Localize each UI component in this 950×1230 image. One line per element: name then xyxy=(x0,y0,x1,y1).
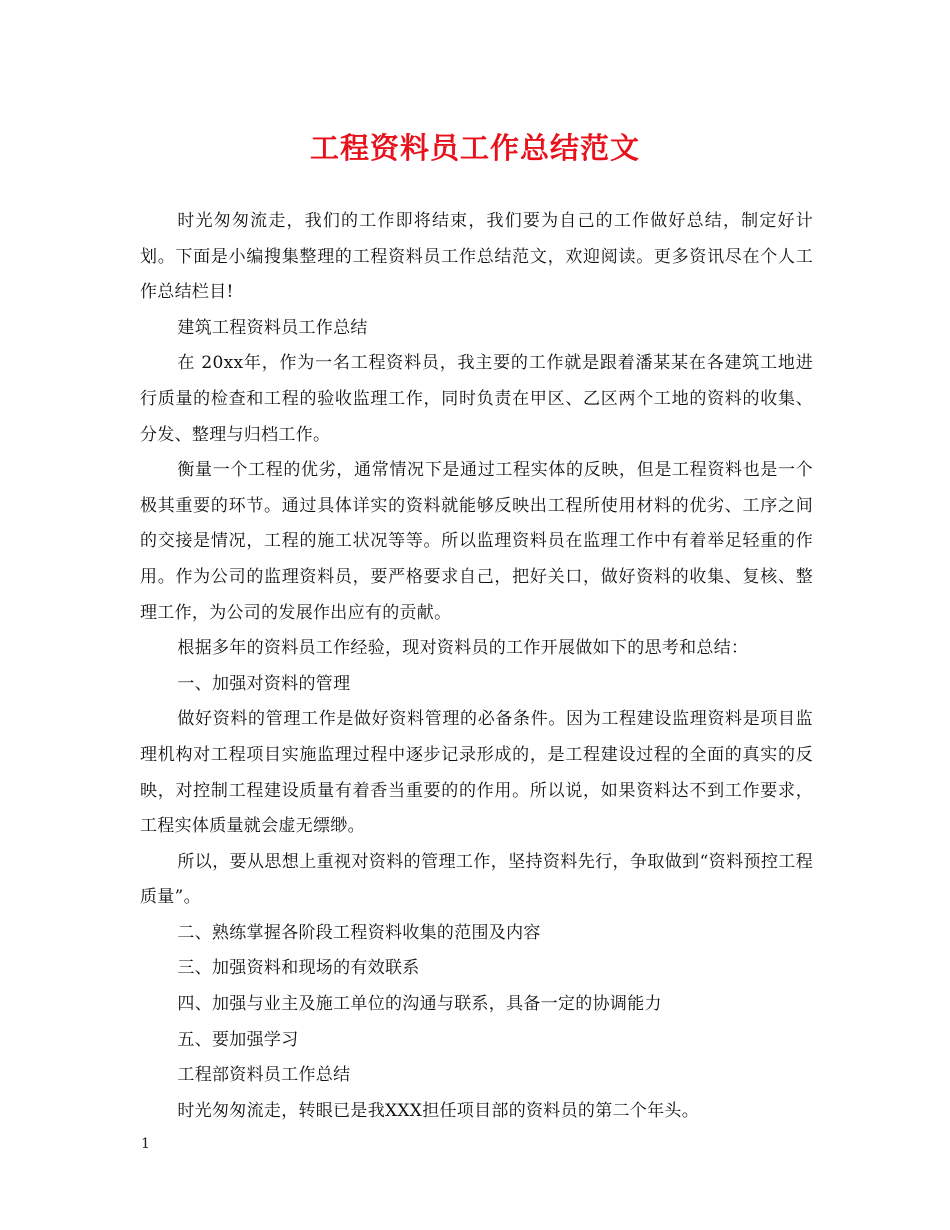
list-heading: 一、加强对资料的管理 xyxy=(177,673,351,694)
paragraph: 根据多年的资料员工作经验，现对资料员的工作开展做如下的思考和总结： xyxy=(177,638,749,659)
list-heading: 四、加强与业主及施工单位的沟通与联系，具备一定的协调能力 xyxy=(177,994,662,1015)
list-heading: 三、加强资料和现场的有效联系 xyxy=(177,958,420,979)
section-heading: 建筑工程资料员工作总结 xyxy=(177,317,368,338)
list-heading: 五、要加强学习 xyxy=(177,1029,299,1050)
paragraph-intro: 时光匆匆流走，我们的工作即将结束，我们要为自己的工作做好总结，制定好计划。下面是小编搜集整理的工程资料员工作总结范文，欢迎阅读。更多资讯尽在个人工作总结栏目! xyxy=(140,211,813,303)
paragraph: 所以，要从思想上重视对资料的管理工作，坚持资料先行，争取做到“资料预控工程质量”。 xyxy=(140,851,813,908)
page-number: 1 xyxy=(141,1136,150,1152)
paragraph: 衡量一个工程的优劣，通常情况下是通过工程实体的反映，但是工程资料也是一个极其重要的环节。通过具体详实的资料就能够反映出工程所使用材料的优劣、工序之间的交接是情况，工程的施工状况等等。所以监理资料员在监理工作中有着举足轻重的作用。作为公司的监理资料员，要严格要求自己，把好关口，做好资料的收集、复核、整理工作，为公司的发展作出应有的贡献。 xyxy=(140,460,813,623)
list-heading: 二、熟练掌握各阶段工程资料收集的范围及内容 xyxy=(177,922,541,943)
paragraph: 在 20xx年，作为一名工程资料员，我主要的工作就是跟着潘某某在各建筑工地进行质量的检查和工程的验收监理工作，同时负责在甲区、乙区两个工地的资料的收集、分发、整理与归档工作。 xyxy=(140,353,813,445)
document-body xyxy=(140,204,813,1129)
document-title: 工程资料员工作总结范文 xyxy=(309,131,640,165)
paragraph: 时光匆匆流走，转眼已是我XXX担任项目部的资料员的第二个年头。 xyxy=(177,1100,699,1121)
paragraph: 做好资料的管理工作是做好资料管理的必备条件。因为工程建设监理资料是项目监理机构对工程项目实施监理过程中逐步记录形成的，是工程建设过程的全面的真实的反映，对控制工程建设质量有着香当重要的的作用。所以说，如果资料达不到工作要求，工程实体质量就会虚无缥缈。 xyxy=(140,709,813,837)
section-heading: 工程部资料员工作总结 xyxy=(177,1065,351,1086)
